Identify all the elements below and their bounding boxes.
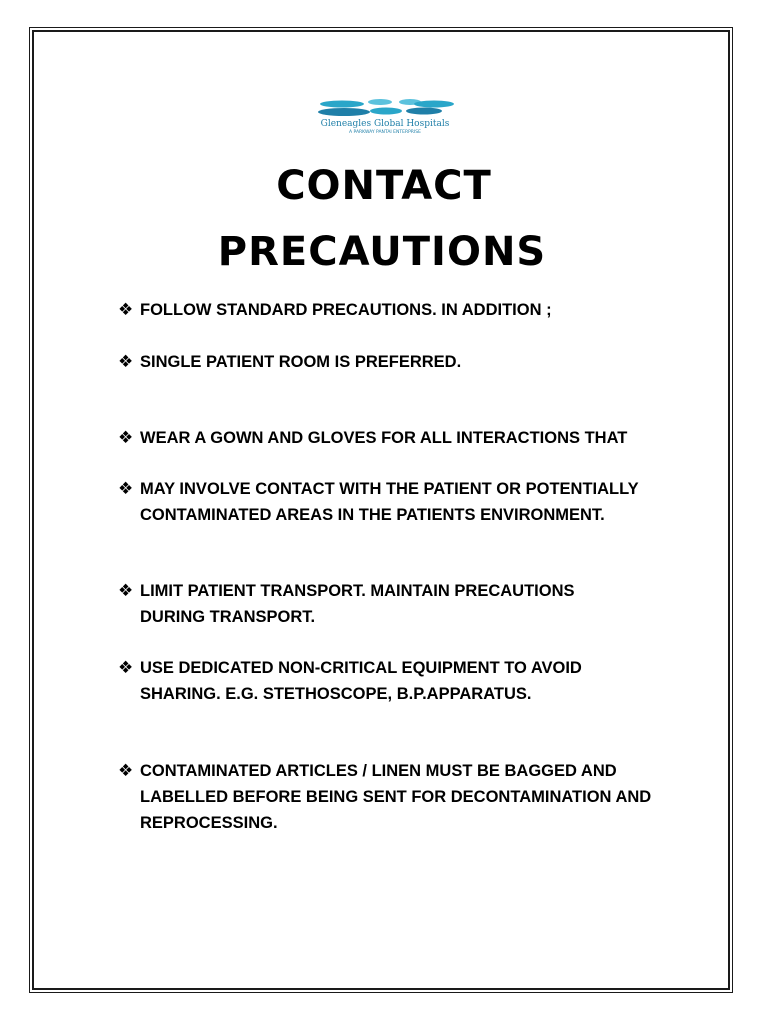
precaution-item-text: MAY INVOLVE CONTACT WITH THE PATIENT OR POTENTIALLY CONTAMINATED AREAS IN THE PATIENTS ENVIRONMENT. — [140, 480, 639, 524]
diamond-bullet-icon: ❖ — [118, 761, 134, 781]
precaution-item — [118, 655, 698, 707]
page-title-line-1: CONTACT — [276, 163, 492, 209]
page-title-line-2: PRECAUTIONS — [217, 229, 547, 275]
hospital-logo-icon — [282, 96, 488, 134]
precaution-item-text: FOLLOW STANDARD PRECAUTIONS. IN ADDITION ; — [140, 301, 552, 319]
precaution-item-text: CONTAMINATED ARTICLES / LINEN MUST BE BAGGED AND LABELLED BEFORE BEING SENT FOR DECONTAMINATION AND REPROCESSING. — [140, 762, 652, 832]
logo-org-name: Gleneagles Global Hospitals — [320, 119, 450, 129]
diamond-bullet-icon: ❖ — [118, 658, 134, 678]
hospital-logo — [282, 96, 488, 134]
diamond-bullet-icon: ❖ — [118, 352, 134, 372]
precaution-item — [118, 297, 698, 323]
precaution-item — [118, 425, 698, 451]
diamond-bullet-icon: ❖ — [118, 428, 134, 448]
precaution-item — [118, 578, 698, 630]
precaution-item — [118, 476, 698, 528]
diamond-bullet-icon: ❖ — [118, 479, 134, 499]
precaution-item-text: USE DEDICATED NON-CRITICAL EQUIPMENT TO AVOID SHARING. E.G. STETHOSCOPE, B.P.APPARATUS. — [140, 659, 582, 703]
precaution-item-text: LIMIT PATIENT TRANSPORT. MAINTAIN PRECAUTIONS DURING TRANSPORT. — [140, 582, 575, 626]
diamond-bullet-icon: ❖ — [118, 300, 134, 320]
precaution-item-text: WEAR A GOWN AND GLOVES FOR ALL INTERACTIONS THAT — [140, 429, 628, 447]
precaution-item — [118, 758, 698, 836]
precaution-item — [118, 349, 698, 375]
precaution-item-text: SINGLE PATIENT ROOM IS PREFERRED. — [140, 353, 462, 371]
logo-tagline: A PARKWAY PANTAI ENTERPRISE — [349, 130, 421, 134]
diamond-bullet-icon: ❖ — [118, 581, 134, 601]
